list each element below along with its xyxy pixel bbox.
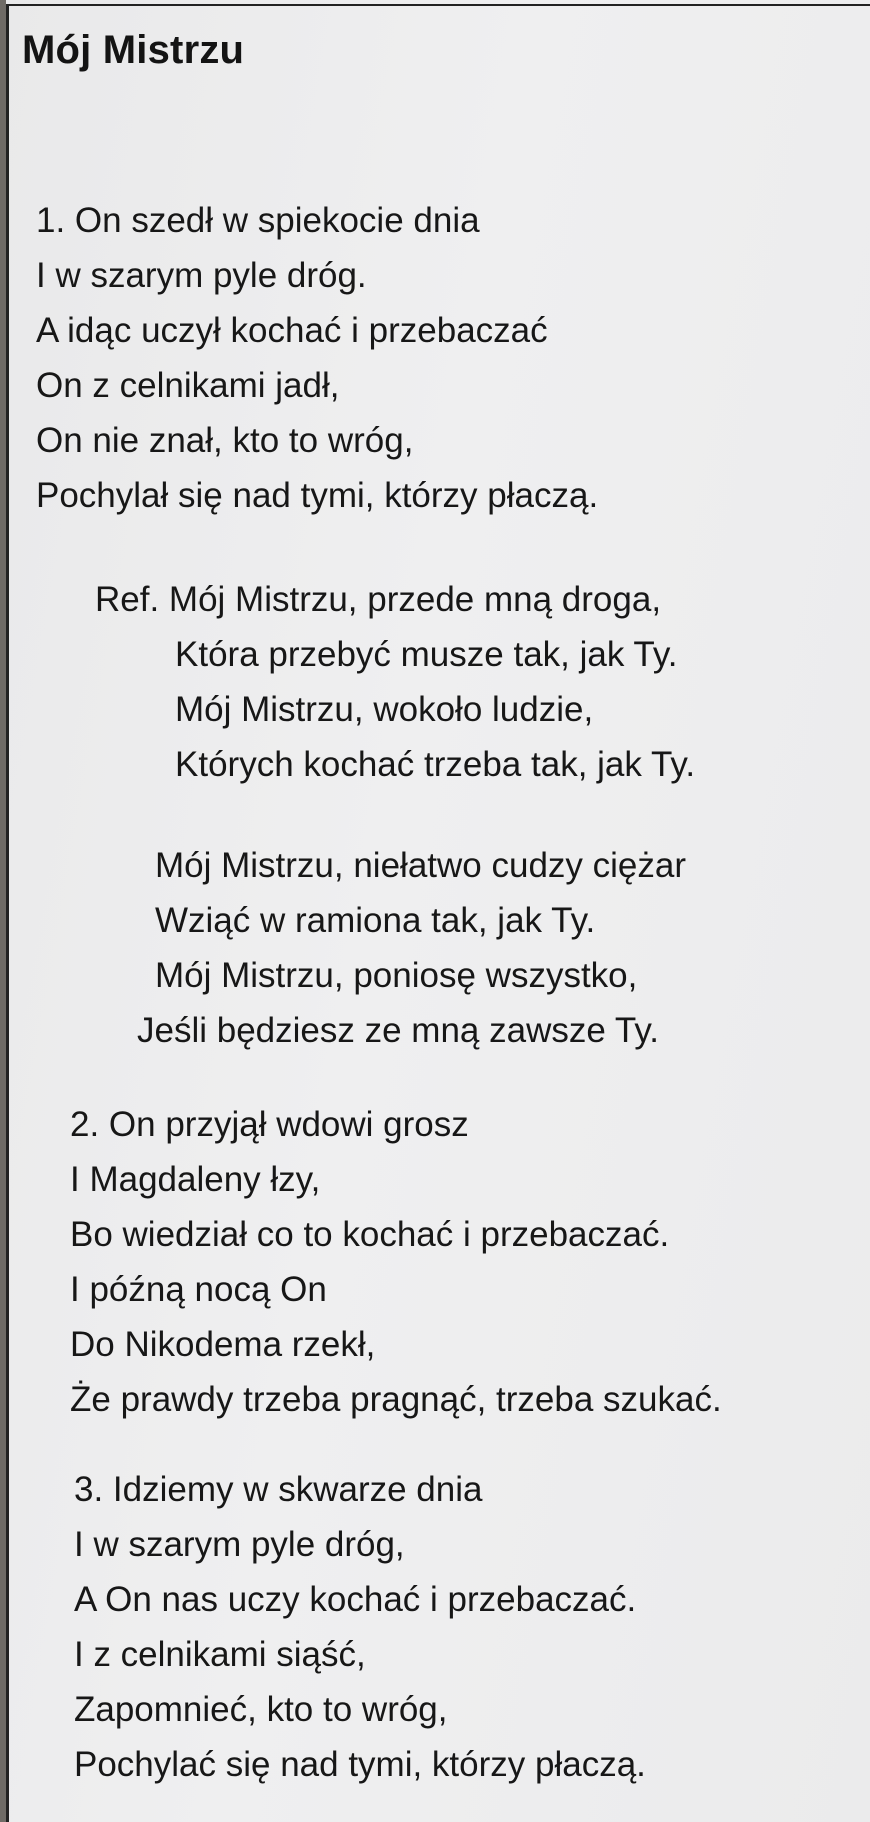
refrain-line: Mój Mistrzu, niełatwo cudzy ciężar (155, 846, 686, 885)
refrain-line: Która przebyć musze tak, jak Ty. (175, 635, 678, 674)
refrain-line: Wziąć w ramiona tak, jak Ty. (155, 901, 596, 940)
refrain-line: Jeśli będziesz ze mną zawsze Ty. (137, 1011, 659, 1050)
refrain-line: Mój Mistrzu, poniosę wszystko, (155, 956, 638, 995)
refrain-line: Mój Mistrzu, wokoło ludzie, (175, 690, 594, 729)
verse-line: I z celnikami siąść, (74, 1635, 366, 1674)
verse-3 (74, 1462, 646, 1792)
refrain-line: Których kochać trzeba tak, jak Ty. (175, 745, 696, 784)
verse-line: 3. Idziemy w skwarze dnia (74, 1470, 483, 1509)
verse-line: Że prawdy trzeba pragnąć, trzeba szukać. (70, 1380, 722, 1419)
verse-2 (70, 1097, 722, 1427)
verse-line: A idąc uczył kochać i przebaczać (36, 311, 548, 350)
verse-line: I w szarym pyle dróg, (74, 1525, 405, 1564)
verse-line: Do Nikodema rzekł, (70, 1325, 376, 1364)
verse-line: Zapomnieć, kto to wróg, (74, 1690, 448, 1729)
refrain-part-1 (95, 572, 695, 792)
verse-line: Pochylać się nad tymi, którzy płaczą. (74, 1745, 646, 1784)
refrain-part-2 (137, 838, 686, 1058)
verse-line: On nie znał, kto to wróg, (36, 421, 414, 460)
verse-1 (36, 193, 598, 523)
verse-line: On z celnikami jadł, (36, 366, 340, 405)
verse-line: Bo wiedział co to kochać i przebaczać. (70, 1215, 670, 1254)
verse-line: I późną nocą On (70, 1270, 327, 1309)
verse-line: Pochylał się nad tymi, którzy płaczą. (36, 476, 599, 515)
verse-line: I w szarym pyle dróg. (36, 256, 367, 295)
verse-line: 1. On szedł w spiekocie dnia (36, 201, 480, 240)
refrain-line: Ref. Mój Mistrzu, przede mną droga, (95, 580, 662, 619)
verse-line: 2. On przyjął wdowi grosz (70, 1105, 469, 1144)
song-title: Mój Mistrzu (22, 28, 245, 72)
frame-left-border (6, 4, 9, 1822)
verse-line: I Magdaleny łzy, (70, 1160, 321, 1199)
verse-line: A On nas uczy kochać i przebaczać. (74, 1580, 637, 1619)
frame-top-border (8, 4, 870, 6)
